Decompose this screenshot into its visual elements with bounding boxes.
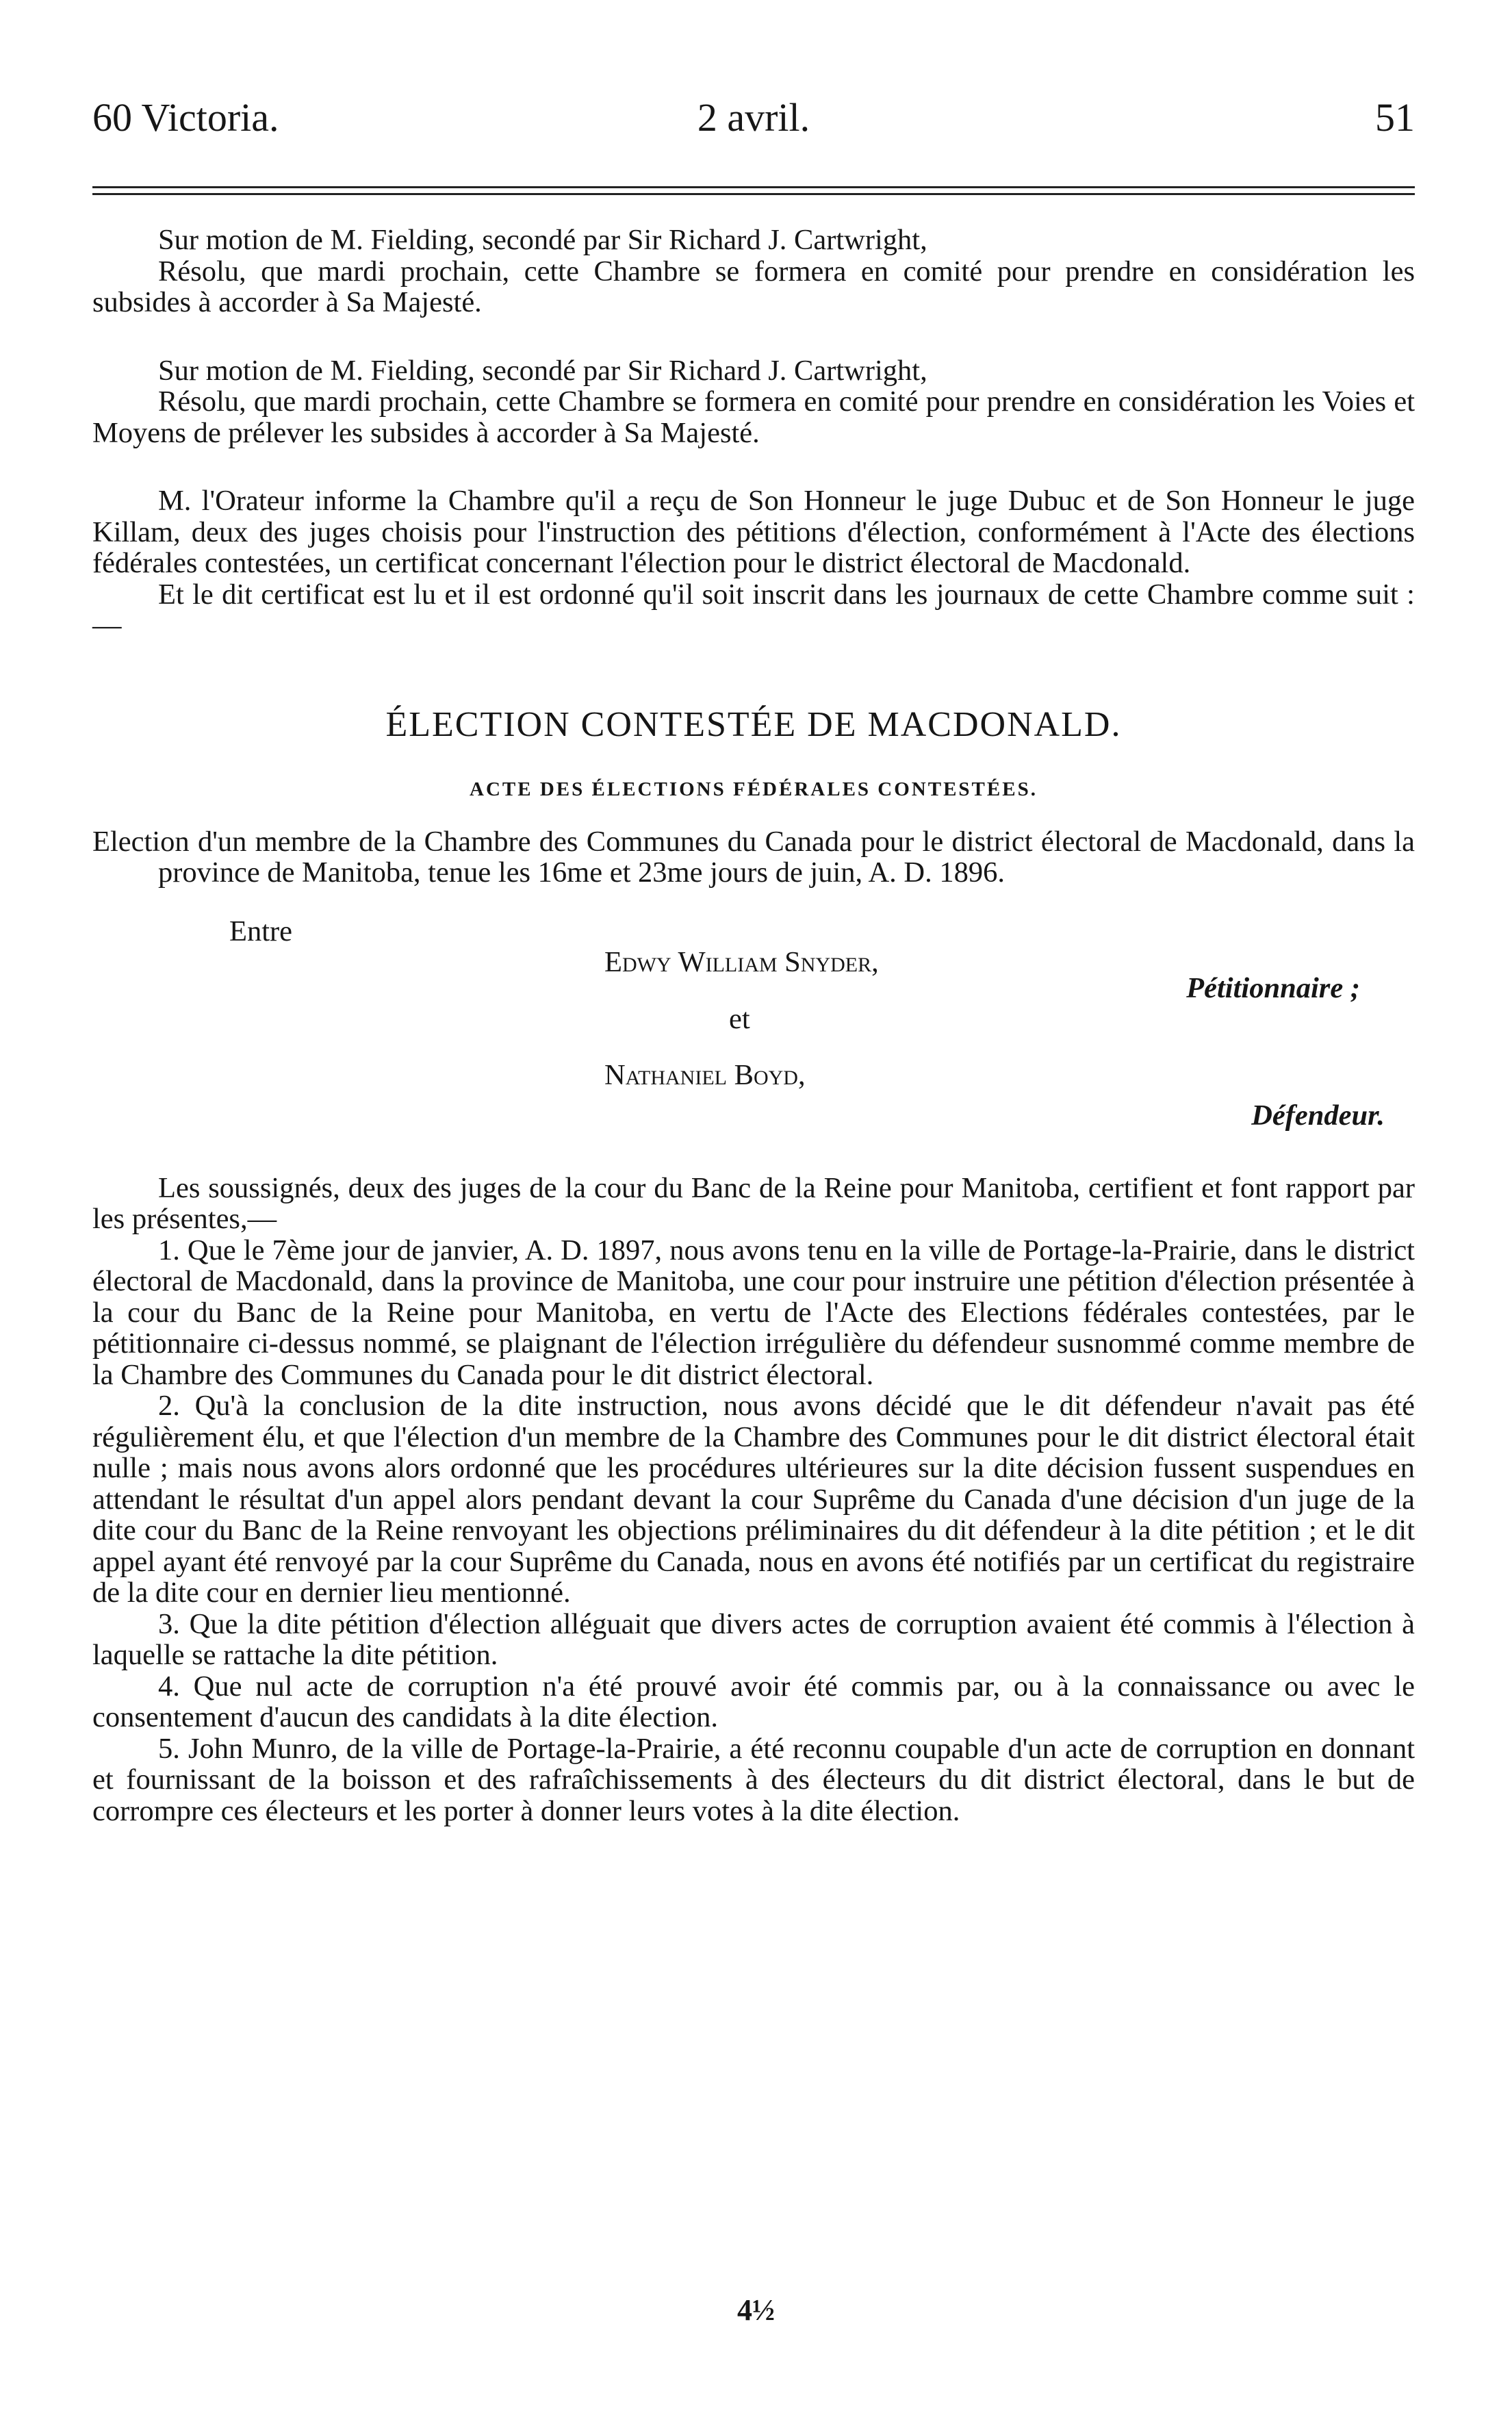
resolution-paragraph: Résolu, que mardi prochain, cette Chambre se formera en comité pour prendre en considération les subsides à accorder à Sa Majesté.: [92, 255, 1415, 318]
header-rule-top: [92, 186, 1415, 188]
certificate-item-1: 1. Que le 7ème jour de janvier, A. D. 1897, nous avons tenu en la ville de Portage-la-Prairie, dans le district électoral de Macdonald, dans la province de Manitoba, une cour pour instruire une pétition d'élection présentée à la cour du Banc de la Reine pour Manitoba, en vertu de l'Acte des Elections fédérales contestées, par le pétitionnaire ci-dessus nommé, se plaignant de l'élection irrégulière du défendeur susnommé comme membre de la Chambre des Communes du Canada pour le dit district électoral.: [92, 1234, 1415, 1391]
conjunction-et: et: [729, 1003, 750, 1035]
section-title: ÉLECTION CONTESTÉE DE MACDONALD.: [385, 704, 1122, 744]
respondent-name: Nathaniel Boyd,: [604, 1058, 806, 1091]
certificate-item-3: 3. Que la dite pétition d'élection alléguait que divers actes de corruption avaient été commis à l'élection à laquelle se rattache la dite pétition.: [92, 1607, 1415, 1671]
petitioner-role: Pétitionnaire ;: [1186, 971, 1360, 1004]
header-date: 2 avril.: [697, 95, 810, 140]
certificate-item-2: 2. Qu'à la conclusion de la dite instruction, nous avons décidé que le dit défendeur n'avait pas été régulièrement élu, et que l'élection d'un membre de la Chambre des Communes pour le dit district électoral était nulle ; mais nous avons alors ordonné que les procédures ultérieures sur la dite décision fussent suspendues en attendant le résultat d'un appel alors pendant devant la cour Suprême du Canada d'une décision d'un juge de la dite cour du Banc de la Reine renvoyant les objections préliminaires du dit défendeur à la dite pétition ; et le dit appel ayant été renvoyé par la cour Suprême du Canada, nous en avons été notifiés par un certificat du registraire de la dite cour en dernier lieu mentionné.: [92, 1390, 1415, 1609]
certificate-item-4: 4. Que nul acte de corruption n'a été prouvé avoir été commis par, ou à la connaissance ou avec le consentement d'aucun des candidats à la dite élection.: [92, 1670, 1415, 1733]
election-description: Election d'un membre de la Chambre des Communes du Canada pour le district électoral de Macdonald, dans la province de Manitoba, tenue les 16me et 23me jours de juin, A. D. 1896.: [92, 825, 1415, 889]
petitioner-name: Edwy William Snyder,: [604, 946, 879, 978]
page-header: [92, 90, 1415, 145]
certificate-read-paragraph: Et le dit certificat est lu et il est ordonné qu'il soit inscrit dans les journaux de cette Chambre comme suit : —: [92, 578, 1415, 641]
speaker-paragraph: M. l'Orateur informe la Chambre qu'il a reçu de Son Honneur le juge Dubuc et de Son Honneur le juge Killam, deux des juges choisis pour l'instruction des pétitions d'élection, conformément à l'Acte des élections fédérales contestées, un certificat concernant l'élection pour le district électoral de Macdonald.: [92, 485, 1415, 579]
respondent-role: Défendeur.: [1251, 1099, 1385, 1132]
resolution-paragraph: Résolu, que mardi prochain, cette Chambre se formera en comité pour prendre en considération les Voies et Moyens de prélever les subsides à accorder à Sa Majesté.: [92, 385, 1415, 449]
header-rule-bottom: [92, 193, 1415, 195]
header-page-number: 51: [1375, 95, 1415, 140]
entre-label: Entre: [229, 915, 293, 947]
certificate-item-5: 5. John Munro, de la ville de Portage-la-Prairie, a été reconnu coupable d'un acte de corruption en donnant et fournissant de la boisson et des rafraîchissements à des électeurs du dit district électoral, dans le but de corrompre ces électeurs et les porter à donner leurs votes à la dite élection.: [92, 1732, 1415, 1827]
header-session: 60 Victoria.: [92, 95, 279, 140]
section-subtitle: ACTE DES ÉLECTIONS FÉDÉRALES CONTESTÉES.: [470, 778, 1038, 800]
motion-paragraph: Sur motion de M. Fielding, secondé par Sir Richard J. Cartwright,: [158, 224, 927, 256]
page-body: [92, 225, 1415, 1826]
certificate-intro: Les soussignés, deux des juges de la cour du Banc de la Reine pour Manitoba, certifient et font rapport par les présentes,—: [92, 1171, 1415, 1235]
signature-mark: 4½: [737, 2293, 775, 2327]
motion-paragraph: Sur motion de M. Fielding, secondé par Sir Richard J. Cartwright,: [158, 354, 927, 387]
